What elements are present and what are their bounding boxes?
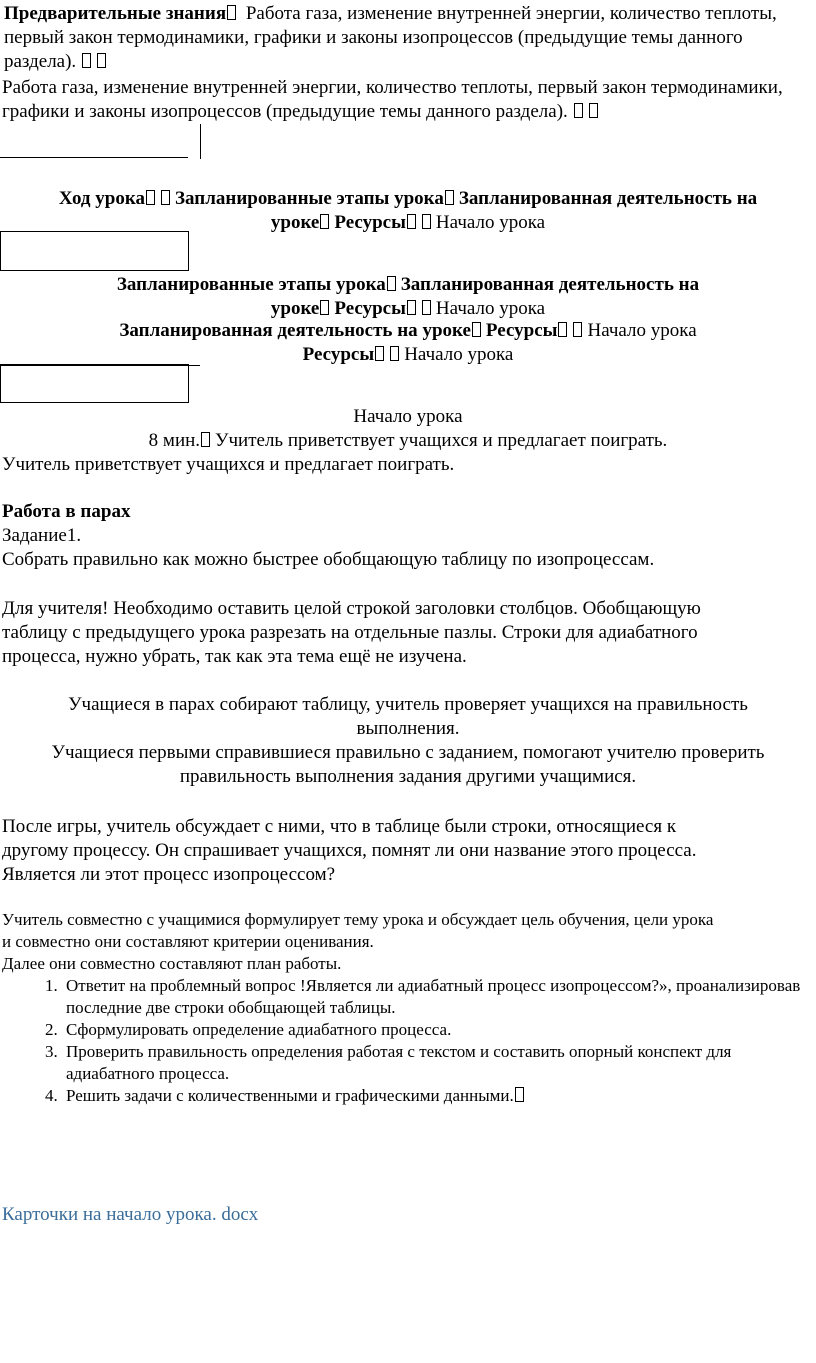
missing-glyph-icon: [573, 322, 582, 337]
attachment-link[interactable]: Карточки на начало урока. docx: [2, 1204, 259, 1225]
list-item: 2. Сформулировать определение адиабатного процесса.: [62, 1019, 816, 1041]
missing-glyph-icon: [146, 190, 155, 205]
students-help: Учащиеся первыми справившиеся правильно с заданием, помогают учителю проверить правильность выполнения задания другими учащимися.: [51, 742, 765, 787]
missing-glyph-icon: [375, 346, 384, 361]
stages-header: Запланированные этапы урока Запланированная деятельность на уроке Ресурсы Начало урока: [116, 274, 700, 319]
students-check: Учащиеся в парах собирают таблицу, учитель проверяет учащихся на правильность выполнения.: [68, 694, 748, 739]
missing-glyph-icon: [422, 214, 431, 229]
teacher-note: Для учителя! Необходимо оставить целой строкой заголовки столбцов. Обобщающую таблицу с предыдущего урока разрезать на отдельные пазлы. Строки для адиабатного процесса, нужно убрать, так как эта тема ещё не изучена.: [2, 598, 701, 667]
resources-header: Ресурсы Начало урока: [302, 344, 514, 365]
missing-glyph-icon: [201, 432, 210, 447]
prior-knowledge-label: Предварительные знания: [4, 3, 227, 24]
missing-glyph-icon: [589, 103, 598, 118]
missing-glyph-icon: [320, 300, 329, 315]
list-item: 3. Проверить правильность определения работая с текстом и составить опорный конспект для адиабатного процесса.: [62, 1041, 816, 1085]
missing-glyph-icon: [558, 322, 567, 337]
task-text: Собрать правильно как можно быстрее обобщающую таблицу по изопроцессам.: [2, 549, 655, 570]
missing-glyph-icon: [445, 190, 454, 205]
table-border: [200, 124, 201, 159]
prior-knowledge-repeat: Работа газа, изменение внутренней энергии, количество теплоты, первый закон термодинамики, графики и законы изопроцессов (предыдущие темы данного раздела).: [2, 77, 783, 122]
missing-glyph-icon: [472, 322, 481, 337]
plan-list: [0, 975, 816, 1107]
missing-glyph-icon: [387, 276, 396, 291]
course-label: Ход урока: [58, 188, 145, 209]
plan-list-wrapper: [0, 975, 816, 1107]
list-item: 4. Решить задачи с количественными и графическими данными.: [62, 1085, 816, 1107]
list-item: 1. Ответит на проблемный вопрос !Является ли адиабатный процесс изопроцессом?», проанализировав последние две строки обобщающей таблицы.: [62, 975, 816, 1019]
missing-glyph-icon: [97, 53, 106, 68]
after-game-discussion: После игры, учитель обсуждает с ними, что в таблице были строки, относящиеся к другому процессу. Он спрашивает учащихся, помнят ли они название этого процесса. Является ли этот процесс изопроцессом?: [2, 816, 697, 885]
missing-glyph-icon: [82, 53, 91, 68]
missing-glyph-icon: [407, 214, 416, 229]
activity-header: Запланированная деятельность на уроке Ресурсы Начало урока: [119, 320, 697, 341]
topic-formulation: Учитель совместно с учащимися формулирует тему урока и обсуждает цель обучения, цели урока и совместно они составляют критерии оценивания. Далее они совместно составляют план работы.: [2, 909, 816, 975]
prior-knowledge: [4, 2, 792, 74]
missing-glyph-icon: [320, 214, 329, 229]
missing-glyph-icon: [161, 190, 170, 205]
plan-intro: Далее они совместно составляют план работы.: [2, 954, 342, 973]
missing-glyph-icon: [390, 346, 399, 361]
missing-glyph-icon: [407, 300, 416, 315]
missing-glyph-icon: [574, 103, 583, 118]
course-header: Ход урока Запланированные этапы урока Запланированная деятельность на уроке Ресурсы Начало урока: [58, 188, 758, 233]
table-cell: [0, 364, 189, 403]
prior-knowledge-text: Работа газа, изменение внутренней энергии, количество теплоты, первый закон термодинамики, графики и законы изопроцессов (предыдущие темы данного раздела).: [4, 3, 777, 72]
greeting-text: Учитель приветствует учащихся и предлагает поиграть.: [2, 454, 455, 475]
pair-work-heading: Работа в парах: [2, 501, 131, 522]
lesson-duration-line: 8 мин. Учитель приветствует учащихся и предлагает поиграть.: [148, 430, 668, 451]
duration: 8 мин.: [148, 430, 201, 451]
missing-glyph-icon: [227, 5, 236, 20]
missing-glyph-icon: [515, 1087, 524, 1102]
task-label: Задание1.: [2, 525, 82, 546]
table-cell: [0, 231, 189, 271]
table-border: [0, 157, 188, 158]
lesson-start-title: Начало урока: [353, 406, 463, 427]
missing-glyph-icon: [422, 300, 431, 315]
